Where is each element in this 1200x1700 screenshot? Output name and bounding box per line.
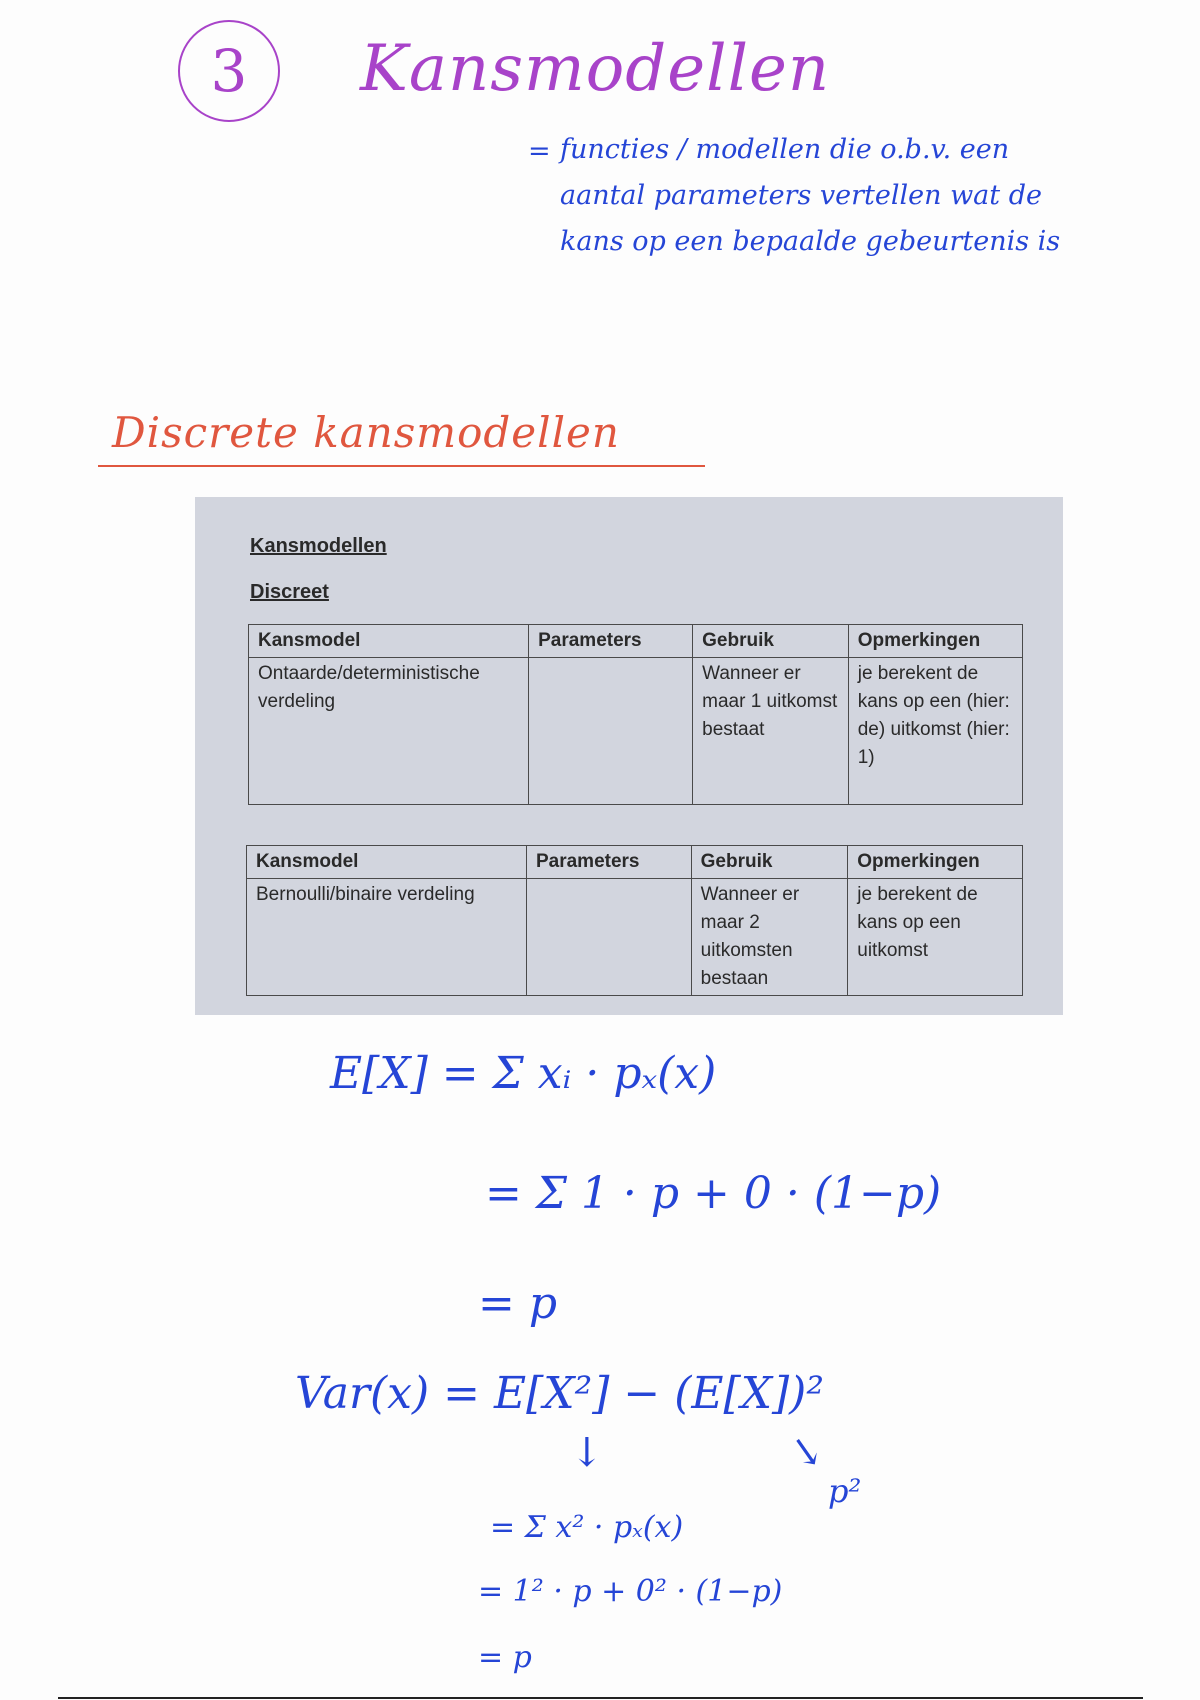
- variance-note: p²: [828, 1472, 862, 1510]
- variance-step-2: = 1² · p + 0² · (1−p): [478, 1574, 783, 1609]
- cell-opmerkingen: je berekent de kans op een uitkomst: [848, 879, 1023, 996]
- cell-gebruik: Wanneer er maar 1 uitkomst bestaat: [693, 658, 849, 805]
- variance-formula: Var(x) = E[X²] − (E[X])²: [295, 1368, 824, 1419]
- cell-parameters: [529, 658, 693, 805]
- cell-kansmodel: Ontaarde/deterministische verdeling: [249, 658, 529, 805]
- definition-line-2: aantal parameters vertellen wat de: [560, 180, 1042, 211]
- header-gebruik: Gebruik: [693, 625, 849, 658]
- section-underline: [98, 465, 705, 467]
- expectation-step-2: = p: [478, 1278, 558, 1329]
- table-row: [249, 658, 1023, 805]
- variance-step-1: = Σ x² · pₓ(x): [490, 1510, 684, 1545]
- header-opmerkingen: Opmerkingen: [848, 625, 1022, 658]
- down-arrow-icon: ↓: [779, 1424, 834, 1482]
- section-heading: Discrete kansmodellen: [112, 408, 620, 457]
- header-opmerkingen: Opmerkingen: [848, 846, 1023, 879]
- header-parameters: Parameters: [526, 846, 691, 879]
- section-number: 3: [210, 37, 248, 105]
- table-header-row: [249, 625, 1023, 658]
- scan-subtitle: Discreet: [250, 581, 329, 603]
- header-kansmodel: Kansmodel: [249, 625, 529, 658]
- scan-title: Kansmodellen: [250, 535, 387, 557]
- header-kansmodel: Kansmodel: [247, 846, 527, 879]
- table-row: [247, 879, 1023, 996]
- down-arrow-icon: ↓: [570, 1430, 604, 1476]
- definition-equals: =: [528, 136, 551, 167]
- table-header-row: [247, 846, 1023, 879]
- definition-line-3: kans op een bepaalde gebeurtenis is: [560, 226, 1061, 257]
- definition-line-1: functies / modellen die o.b.v. een: [560, 134, 1010, 165]
- variance-step-3: = p: [478, 1640, 532, 1675]
- cell-parameters: [526, 879, 691, 996]
- cell-gebruik: Wanneer er maar 2 uitkomsten bestaan: [691, 879, 848, 996]
- table-deterministic: [248, 624, 1023, 805]
- cell-opmerkingen: je berekent de kans op een (hier: de) uitkomst (hier: 1): [848, 658, 1022, 805]
- header-gebruik: Gebruik: [691, 846, 848, 879]
- expectation-step-1: = Σ 1 · p + 0 · (1−p): [485, 1168, 942, 1219]
- scanned-document: [195, 497, 1063, 1015]
- section-number-circle: [178, 20, 280, 122]
- header-parameters: Parameters: [529, 625, 693, 658]
- expectation-formula: E[X] = Σ xᵢ · pₓ(x): [330, 1048, 717, 1099]
- page-title: Kansmodellen: [360, 32, 831, 106]
- page-bottom-rule: [58, 1697, 1143, 1699]
- table-bernoulli: [246, 845, 1023, 996]
- cell-kansmodel: Bernoulli/binaire verdeling: [247, 879, 527, 996]
